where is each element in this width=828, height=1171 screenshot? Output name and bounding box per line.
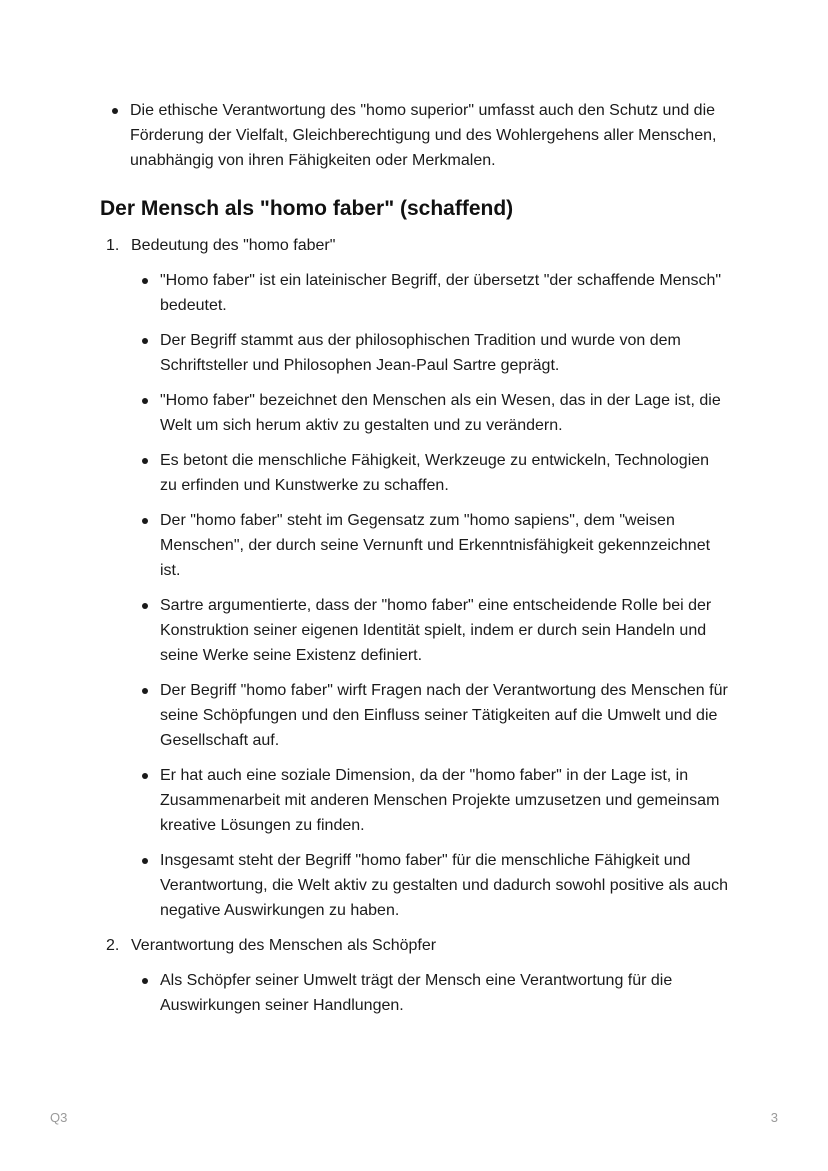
item-number: 1.	[106, 237, 120, 254]
list-item: "Homo faber" bezeichnet den Menschen als ein Wesen, das in der Lage ist, die Welt um sich herum aktiv zu gestalten und zu verändern.	[0, 388, 730, 438]
list-item: Insgesamt steht der Begriff "homo faber" für die menschliche Fähigkeit und Verantwortung, die Welt aktiv zu gestalten und dadurch sowohl positive als auch negative Auswirkungen zu haben.	[0, 848, 730, 923]
section-heading: Der Mensch als "homo faber" (schaffend)	[100, 197, 514, 220]
item-number: 2.	[106, 937, 120, 954]
list-item: Der Begriff "homo faber" wirft Fragen nach der Verantwortung des Menschen für seine Schöpfungen und den Einfluss seiner Tätigkeiten auf die Umwelt und die Gesellschaft auf.	[0, 678, 730, 753]
item-title: Verantwortung des Menschen als Schöpfer	[131, 937, 437, 954]
list-item: Der Begriff stammt aus der philosophischen Tradition und wurde von dem Schriftsteller und Philosophen Jean-Paul Sartre geprägt.	[0, 328, 730, 378]
document-body	[0, 98, 828, 1018]
numbered-item-1	[0, 233, 828, 923]
list-item: "Homo faber" ist ein lateinischer Begriff, der übersetzt "der schaffende Mensch" bedeutet.	[0, 268, 730, 318]
list-item: Die ethische Verantwortung des "homo superior" umfasst auch den Schutz und die Förderung der Vielfalt, Gleichberechtigung und des Wohlergehens aller Menschen, unabhängig von ihren Fähigkeiten oder Merkmalen.	[0, 98, 730, 173]
sub-bullet-list	[131, 268, 828, 923]
numbered-list	[0, 233, 828, 1018]
numbered-item-2	[0, 933, 828, 1018]
item-title: Bedeutung des "homo faber"	[131, 237, 336, 254]
list-item: Als Schöpfer seiner Umwelt trägt der Mensch eine Verantwortung für die Auswirkungen seiner Handlungen.	[0, 968, 730, 1018]
footer-label: Q3	[50, 1110, 68, 1125]
top-bullet-list	[0, 98, 828, 173]
list-item: Der "homo faber" steht im Gegensatz zum "homo sapiens", dem "weisen Menschen", der durch seine Vernunft und Erkenntnisfähigkeit gekennzeichnet ist.	[0, 508, 730, 583]
list-item: Es betont die menschliche Fähigkeit, Werkzeuge zu entwickeln, Technologien zu erfinden und Kunstwerke zu schaffen.	[0, 448, 730, 498]
sub-bullet-list	[131, 968, 828, 1018]
page-number: 3	[770, 1110, 778, 1125]
list-item: Er hat auch eine soziale Dimension, da der "homo faber" in der Lage ist, in Zusammenarbeit mit anderen Menschen Projekte umzusetzen und gemeinsam kreative Lösungen zu finden.	[0, 763, 730, 838]
list-item: Sartre argumentierte, dass der "homo faber" eine entscheidende Rolle bei der Konstruktion seiner eigenen Identität spielt, indem er durch sein Handeln und seine Werke seine Existenz definiert.	[0, 593, 730, 668]
